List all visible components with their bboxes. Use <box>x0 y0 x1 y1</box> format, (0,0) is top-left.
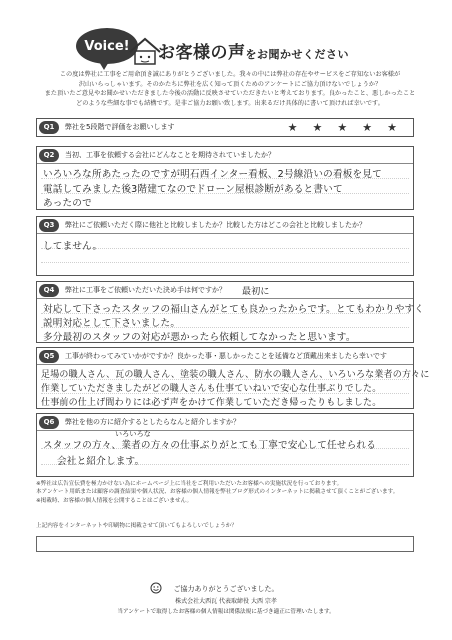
question-6 <box>36 413 414 477</box>
notes <box>36 480 416 505</box>
question-6-header <box>37 414 413 431</box>
question-2-header <box>37 147 413 164</box>
question-1 <box>36 118 414 137</box>
question-text: 弊社に工事をご依頼いただいた決め手は何ですか？ <box>65 286 226 294</box>
answer-area <box>37 299 425 343</box>
answer-line: 足場の職人さん、瓦の職人さん、塗装の職人さん、防水の職人さん、いろいろな業者の方々に <box>41 370 430 380</box>
question-5-header <box>37 348 413 365</box>
question-text: 弊社を他の方に紹介するとしたらなんと紹介しますか？ <box>65 418 240 426</box>
answer-line: 会社と紹介します。 <box>57 456 145 467</box>
note-line: ※弊社は広告宣伝費を極力かけない為にホームページ上に当社をご利用いただいたお客様への実施状況を行っております。 <box>36 481 343 487</box>
answer-line: いろいろな所あたったのですが明石西インター看板、2号線沿いの看板を見て <box>43 169 382 180</box>
answer-area <box>37 431 413 476</box>
question-badge: Q6 <box>39 416 59 429</box>
rating-stars <box>288 122 397 133</box>
star-icon: ★ <box>337 121 348 134</box>
answer-area <box>37 365 430 408</box>
title-main-text: お客様の声 <box>158 43 246 63</box>
question-5 <box>36 347 430 409</box>
question-badge: Q1 <box>39 121 59 134</box>
answer-area <box>37 234 413 275</box>
question-text: 弊社を5段階で評価をお願いします <box>65 123 175 131</box>
star-icon: ★ <box>387 121 397 134</box>
consent-answer-box[interactable] <box>36 536 414 552</box>
note-line: ※掲載時、お客様の個人情報を公開することはございません。 <box>36 497 193 504</box>
note-line: 本アンケート用紙または顧客の調査結果や個人状況、お客様の個人情報を弊社ブログ形式のインターネットに掲載させて頂くことがございます。 <box>36 489 399 496</box>
intro-text <box>40 70 420 108</box>
thanks-text: ご協力ありがとうございました。 <box>173 585 279 593</box>
intro-line: 沢山いらっしゃいます。そのかたちに弊社を広く知って頂くためのアンケートにご協力頂けないでしょうか？ <box>78 80 382 88</box>
question-badge: Q2 <box>39 149 59 162</box>
question-text: 工事が終わってみていかがですか？良かった事・悪しかったことを延備など頂戴出来ましたら幸いです <box>65 352 387 360</box>
question-3-header <box>37 217 413 234</box>
question-text: 弊社にご依頼いただく際に他社と比較しましたか？比較した方はどこの会社と比較しましたか？ <box>65 221 366 229</box>
company-name: 株式会社大西瓦 代表取締役 大西 宗孝 <box>175 598 277 605</box>
answer-line: してません。 <box>43 241 103 252</box>
answer-area <box>37 164 413 209</box>
consent-question: 上記内容をインターネットや印刷物に掲載させて頂いてもよろしいでしょうか？ <box>36 523 237 529</box>
question-badge: Q5 <box>39 350 59 363</box>
answer-lead: 最初に <box>242 286 270 297</box>
answer-line: スタッフの方々、業者の方々の仕事ぶりがとても丁寧で安心して任せられる <box>43 440 376 451</box>
question-4 <box>36 281 425 343</box>
voice-badge: Voice! <box>76 28 138 64</box>
intro-line: この度は弊社に工事をご用命頂き誠にありがとうございました。我々の中には弊社の存在やサービスをご存知ないお客様が <box>59 71 401 78</box>
answer-line: 電話してみました後3階建てなのでドローン屋根診断があると書いて <box>43 184 343 195</box>
answer-line: 対応して下さったスタッフの福山さんがとても良かったからです。とてもわかりやすく <box>43 304 425 315</box>
answer-line: 作業していただきましたがどの職人さんも仕事ていねいで安心な仕事ぶりでした。 <box>41 384 382 394</box>
question-4-header <box>37 282 413 299</box>
house-icon <box>128 36 162 66</box>
page-title <box>158 38 349 63</box>
question-badge: Q3 <box>39 219 59 232</box>
question-text: 当初、工事を依頼する会社にどんなことを期待されていましたか？ <box>65 151 275 159</box>
header <box>0 8 452 68</box>
answer-line: 仕事前の仕上げ間わりには必ず声をかけて作業していただき帰ったりもしました。 <box>41 398 382 408</box>
star-icon: ★ <box>362 121 373 134</box>
intro-line: また頂いたご意見やお聞かせいただきました今後の活動に反映させていただきたいと考えております。良かったこと、悪しかったこと <box>44 90 416 98</box>
star-icon: ★ <box>312 121 323 134</box>
title-sub-text: をお聞かせください <box>245 48 349 61</box>
question-2 <box>36 146 414 210</box>
answer-line: 説明対応として下さいました。 <box>43 318 181 329</box>
star-icon: ★ <box>287 121 298 134</box>
intro-line: どのような些細な事でも結構です。是非ご協力お願い致します。出来るだけ具体的に書いて頂ければ幸いです。 <box>76 99 384 107</box>
answer-line: 多分最初のスタッフの対応が悪かったら依頼してなかったと思います。 <box>43 332 356 343</box>
answer-note: いろいろな <box>115 430 151 438</box>
privacy-note: 当アンケートで取得したお客様の個人情報は関係法規に基づき適正に管理いたします。 <box>117 609 335 615</box>
voice-bubble-tail <box>98 60 110 70</box>
question-3 <box>36 216 414 276</box>
answer-line: あったので <box>43 198 92 209</box>
question-badge: Q4 <box>39 284 59 297</box>
